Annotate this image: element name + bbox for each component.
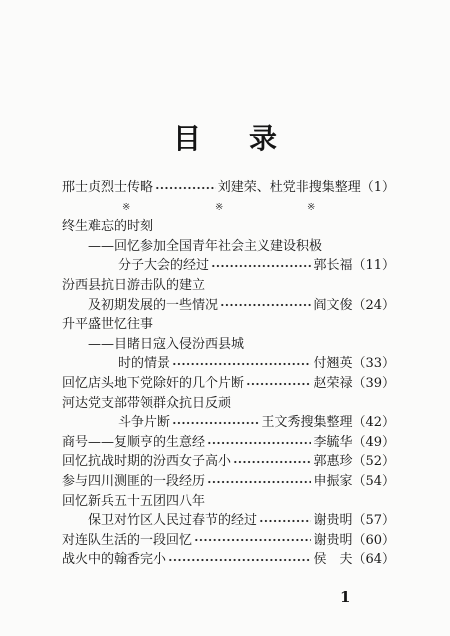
toc-entry [62,511,395,531]
entry-author: 谢贵明 [313,532,353,548]
separator-mark: ※ [122,201,131,213]
table-of-contents [62,178,395,570]
dot-leader [194,536,311,544]
entry-title: 回忆新兵五十五团四八年 [62,493,206,509]
toc-entry [62,433,395,453]
entry-author: 赵荣禄 [313,375,353,391]
entry-title: 斗争片断 [118,415,171,431]
entry-page: （57） [352,513,395,529]
dot-leader [155,184,216,192]
entry-author: 申振家 [313,473,353,489]
entry-title: 邢士贞烈士传略 [62,180,154,195]
dot-leader [207,478,311,486]
entry-title: 保卫对竹区人民过春节的经过 [88,513,258,529]
dot-leader [233,458,311,466]
entry-subtitle: ——回忆参加全国青年社会主义建设积极 [88,238,323,254]
entry-title: 河达党支部带领群众抗日反顽 [62,395,232,411]
entry-page: （24） [352,297,395,313]
toc-entry-subtitle-line [62,335,395,355]
entry-author: 付翘英 [313,356,353,372]
entry-page: （60） [352,532,395,548]
entry-page: （11） [352,258,395,274]
entry-page: （49） [352,434,395,450]
entry-title: 战火中的翰香完小 [62,552,167,568]
toc-entry [62,531,395,551]
entry-title: 时的情景 [118,356,171,372]
toc-entry [62,354,395,374]
entry-page: （1） [360,180,395,195]
toc-entry-subtitle-line [62,237,395,257]
entry-author: 刘建荣、杜党非搜集整理 [217,180,361,195]
toc-entry-title-line [62,394,395,414]
entry-title: 升平盛世忆往事 [62,317,154,333]
toc-entry [62,296,395,316]
page-number: 1 [340,588,351,606]
entry-author: 阎文俊 [313,297,353,313]
entry-subtitle: ——目睹日寇入侵汾西县城 [88,336,245,352]
entry-title: 商号——复顺亨的生意经 [62,434,206,450]
entry-title: 分子大会的经过 [118,258,210,274]
entry-author: 郭长福 [313,258,353,274]
entry-author: 侯 夫 [313,552,353,568]
entry-author: 郭惠珍 [313,454,353,470]
entry-title: 终生难忘的时刻 [62,219,154,235]
entry-page: （33） [352,356,395,372]
entry-page: （39） [352,375,395,391]
entry-page: （64） [352,552,395,568]
toc-entry [62,178,395,198]
dot-leader [259,517,311,525]
page-title: 目 录 [172,122,287,155]
entry-title: 对连队生活的一段回忆 [62,532,193,548]
separator-mark: ※ [307,201,316,213]
entry-page: （52） [352,454,395,470]
dot-leader [207,439,311,447]
dot-leader [220,301,311,309]
toc-entry-title-line [62,276,395,296]
dot-leader [246,380,311,388]
entry-title: 参与四川测匪的一段经历 [62,473,206,489]
toc-entry [62,472,395,492]
separator-mark: ※ [215,201,224,213]
entry-title: 回忆抗战时期的汾西女子高小 [62,454,232,470]
entry-author: 李毓华 [313,434,353,450]
entry-author: 王文秀搜集整理 [261,415,353,431]
toc-entry [62,374,395,394]
toc-entry [62,413,395,433]
entry-title: 回忆店头地下党除奸的几个片断 [62,375,245,391]
entry-title: 及初期发展的一些情况 [88,297,219,313]
entry-page: （42） [352,415,395,431]
toc-entry [62,550,395,570]
dot-leader [172,360,311,368]
dot-leader [168,556,311,564]
toc-entry-title-line [62,217,395,237]
toc-entry-title-line [62,315,395,335]
toc-entry-title-line [62,492,395,512]
dot-leader [211,262,311,270]
toc-entry [62,256,395,276]
entry-page: （54） [352,473,395,489]
toc-entry [62,452,395,472]
entry-author: 谢贵明 [313,513,353,529]
dot-leader [172,419,259,427]
entry-title: 汾西县抗日游击队的建立 [62,277,206,293]
decorative-separator [62,198,395,218]
